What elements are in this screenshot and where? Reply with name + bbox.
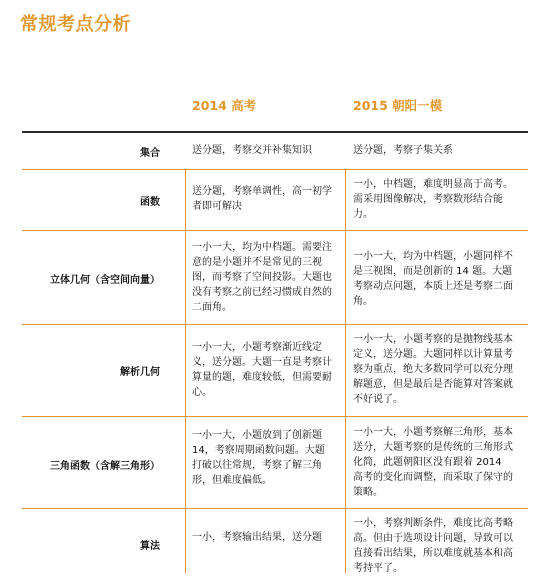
row-topic: 三角函数（含解三角形） [50, 460, 160, 472]
row-topic: 算法 [140, 541, 160, 552]
row-separator [22, 416, 528, 417]
row-cell-2014: 一小一大，小题放到了创新题 14，考察周期函数问题。大题打破以往常规，考察了解三角形，但难度偏低。 [192, 430, 325, 486]
row-cell-2014: 一小一大，均为中档题。需要注意的是小题并不是常见的三视图，而考察了空间投影。大题也没有考察之前已经习惯成自然的二面角。 [192, 242, 332, 313]
column-divider [185, 417, 186, 508]
column-divider [345, 231, 346, 324]
row-topic: 解析几何 [120, 366, 160, 378]
column-divider [345, 509, 346, 573]
table-top-rule [22, 131, 528, 133]
row-separator [22, 324, 528, 325]
row-cell-2015: 一小一大，小题考察解三角形，基本送分，大题考察的是传统的三角形式化简，此题朝阳区没有跟着 2014 高考的变化而调整，而采取了保守的策略。 [353, 427, 513, 498]
row-topic: 立体几何（含空间向量） [50, 274, 160, 286]
column-divider [185, 325, 186, 416]
row-topic: 集合 [140, 147, 160, 159]
row-cell-2014: 送分题，考察单调性，高一初学者即可解决 [192, 186, 332, 212]
row-cell-2015: 送分题，考察子集关系 [353, 145, 453, 156]
row-separator [22, 230, 528, 231]
row-cell-2015: 一小一大，小题考察的是抛物线基本定义，送分题。大题同样以计算量考察为重点，绝大多数同学可以充分理解题意，但是最后是否能算对答案就不好说了。 [353, 334, 513, 405]
row-topic: 函数 [140, 196, 160, 208]
row-separator [22, 508, 528, 509]
column-header-2015: 2015 朝阳一模 [353, 98, 443, 113]
column-divider [185, 509, 186, 573]
column-divider [185, 170, 186, 230]
row-cell-2015: 一小，考察判断条件，难度比高考略高。但由于选项设计问题，导致可以直接看出结果，所以难度就基本和高考持平了。 [353, 518, 513, 574]
row-cell-2014: 一小一大，小题考察渐近线定义，送分题。大题一直是考察计算量的题，难度较低，但需要耐心。 [192, 342, 332, 398]
row-cell-2014: 送分题，考察交并补集知识 [192, 145, 312, 156]
column-header-2014: 2014 高考 [192, 98, 257, 113]
column-divider [345, 325, 346, 416]
column-divider [345, 417, 346, 508]
page-title: 常规考点分析 [20, 14, 131, 35]
row-separator [22, 169, 528, 170]
column-divider [185, 231, 186, 324]
row-cell-2014: 一小，考察输出结果，送分题 [192, 532, 322, 543]
row-cell-2015: 一小，中档题，难度明显高于高考。需采用图像解决，考察数形结合能力。 [353, 179, 513, 220]
row-cell-2015: 一小一大，均为中档题，小题同样不是三视图，而是创新的 14 题。大题考察动点问题，本质上还是考察二面角。 [353, 251, 513, 307]
column-divider [345, 170, 346, 230]
